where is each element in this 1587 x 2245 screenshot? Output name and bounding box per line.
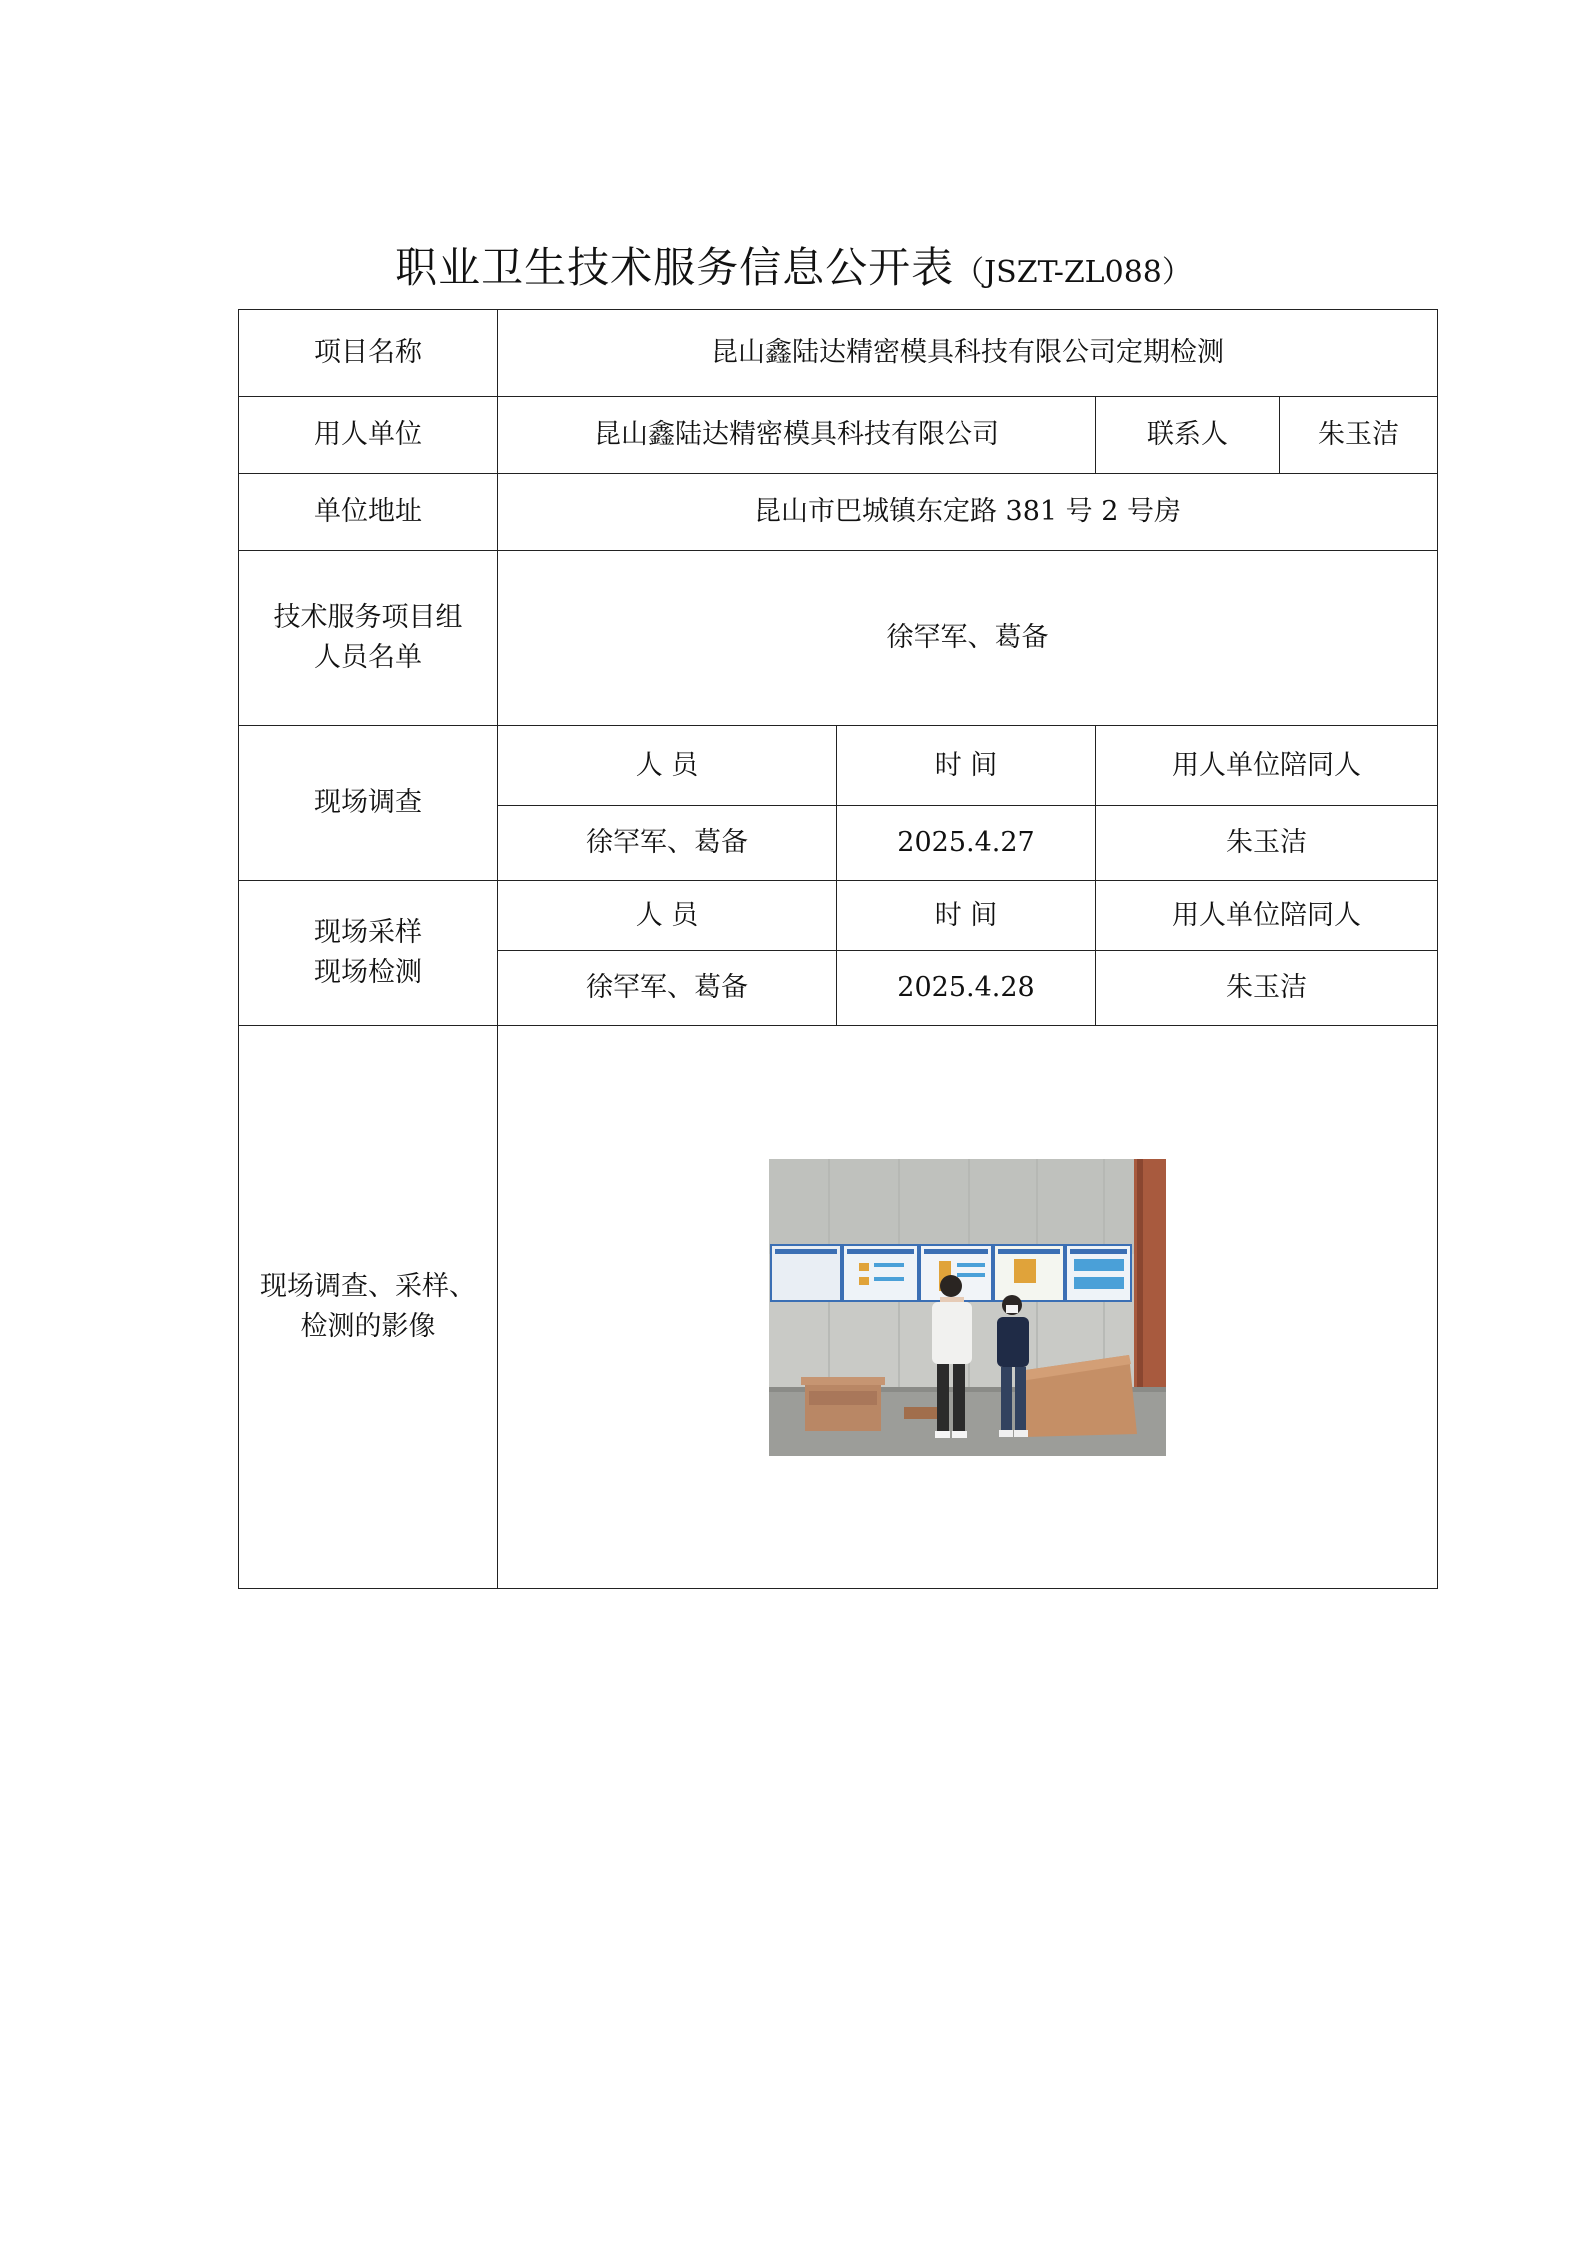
survey-header-escort: 用人单位陪同人	[1096, 726, 1438, 806]
survey-time: 2025.4.27	[837, 806, 1096, 881]
sampling-label	[239, 881, 498, 1026]
sampling-header-time: 时 间	[837, 881, 1096, 951]
team-value: 徐罕军、葛备	[498, 551, 1438, 726]
employer-label: 用人单位	[239, 397, 498, 474]
survey-person: 徐罕军、葛备	[498, 806, 837, 881]
employer-value: 昆山鑫陆达精密模具科技有限公司	[498, 397, 1096, 474]
project-value: 昆山鑫陆达精密模具科技有限公司定期检测	[498, 310, 1438, 397]
row-survey-header	[239, 726, 1438, 806]
row-address	[239, 474, 1438, 551]
site-photo	[769, 1159, 1166, 1456]
contact-value: 朱玉洁	[1280, 397, 1438, 474]
survey-header-time: 时 间	[837, 726, 1096, 806]
images-label-line1: 现场调查、采样、	[260, 1271, 476, 1302]
team-label-line1: 技术服务项目组	[273, 602, 463, 633]
title-main: 职业卫生技术服务信息公开表	[395, 243, 955, 292]
sampling-header-person: 人 员	[498, 881, 837, 951]
images-label-line2: 检测的影像	[300, 1311, 436, 1342]
row-team	[239, 551, 1438, 726]
row-project	[239, 310, 1438, 397]
sampling-header-escort: 用人单位陪同人	[1096, 881, 1438, 951]
row-sampling-header	[239, 881, 1438, 951]
sampling-time: 2025.4.28	[837, 951, 1096, 1026]
team-label	[239, 551, 498, 726]
address-label: 单位地址	[239, 474, 498, 551]
title-code: （JSZT-ZL088）	[954, 255, 1192, 290]
project-label: 项目名称	[239, 310, 498, 397]
images-label	[239, 1026, 498, 1589]
survey-escort: 朱玉洁	[1096, 806, 1438, 881]
survey-header-person: 人 员	[498, 726, 837, 806]
contact-label: 联系人	[1096, 397, 1280, 474]
row-images	[239, 1026, 1438, 1589]
survey-label: 现场调查	[239, 726, 498, 881]
team-label-line2: 人员名单	[314, 642, 422, 673]
sampling-escort: 朱玉洁	[1096, 951, 1438, 1026]
info-table	[238, 309, 1438, 1589]
sampling-label-line2: 现场检测	[314, 957, 422, 988]
sampling-label-line1: 现场采样	[314, 917, 422, 948]
row-employer	[239, 397, 1438, 474]
images-cell	[498, 1026, 1438, 1589]
sampling-person: 徐罕军、葛备	[498, 951, 837, 1026]
document-title	[0, 238, 1587, 303]
address-value: 昆山市巴城镇东定路 381 号 2 号房	[498, 474, 1438, 551]
